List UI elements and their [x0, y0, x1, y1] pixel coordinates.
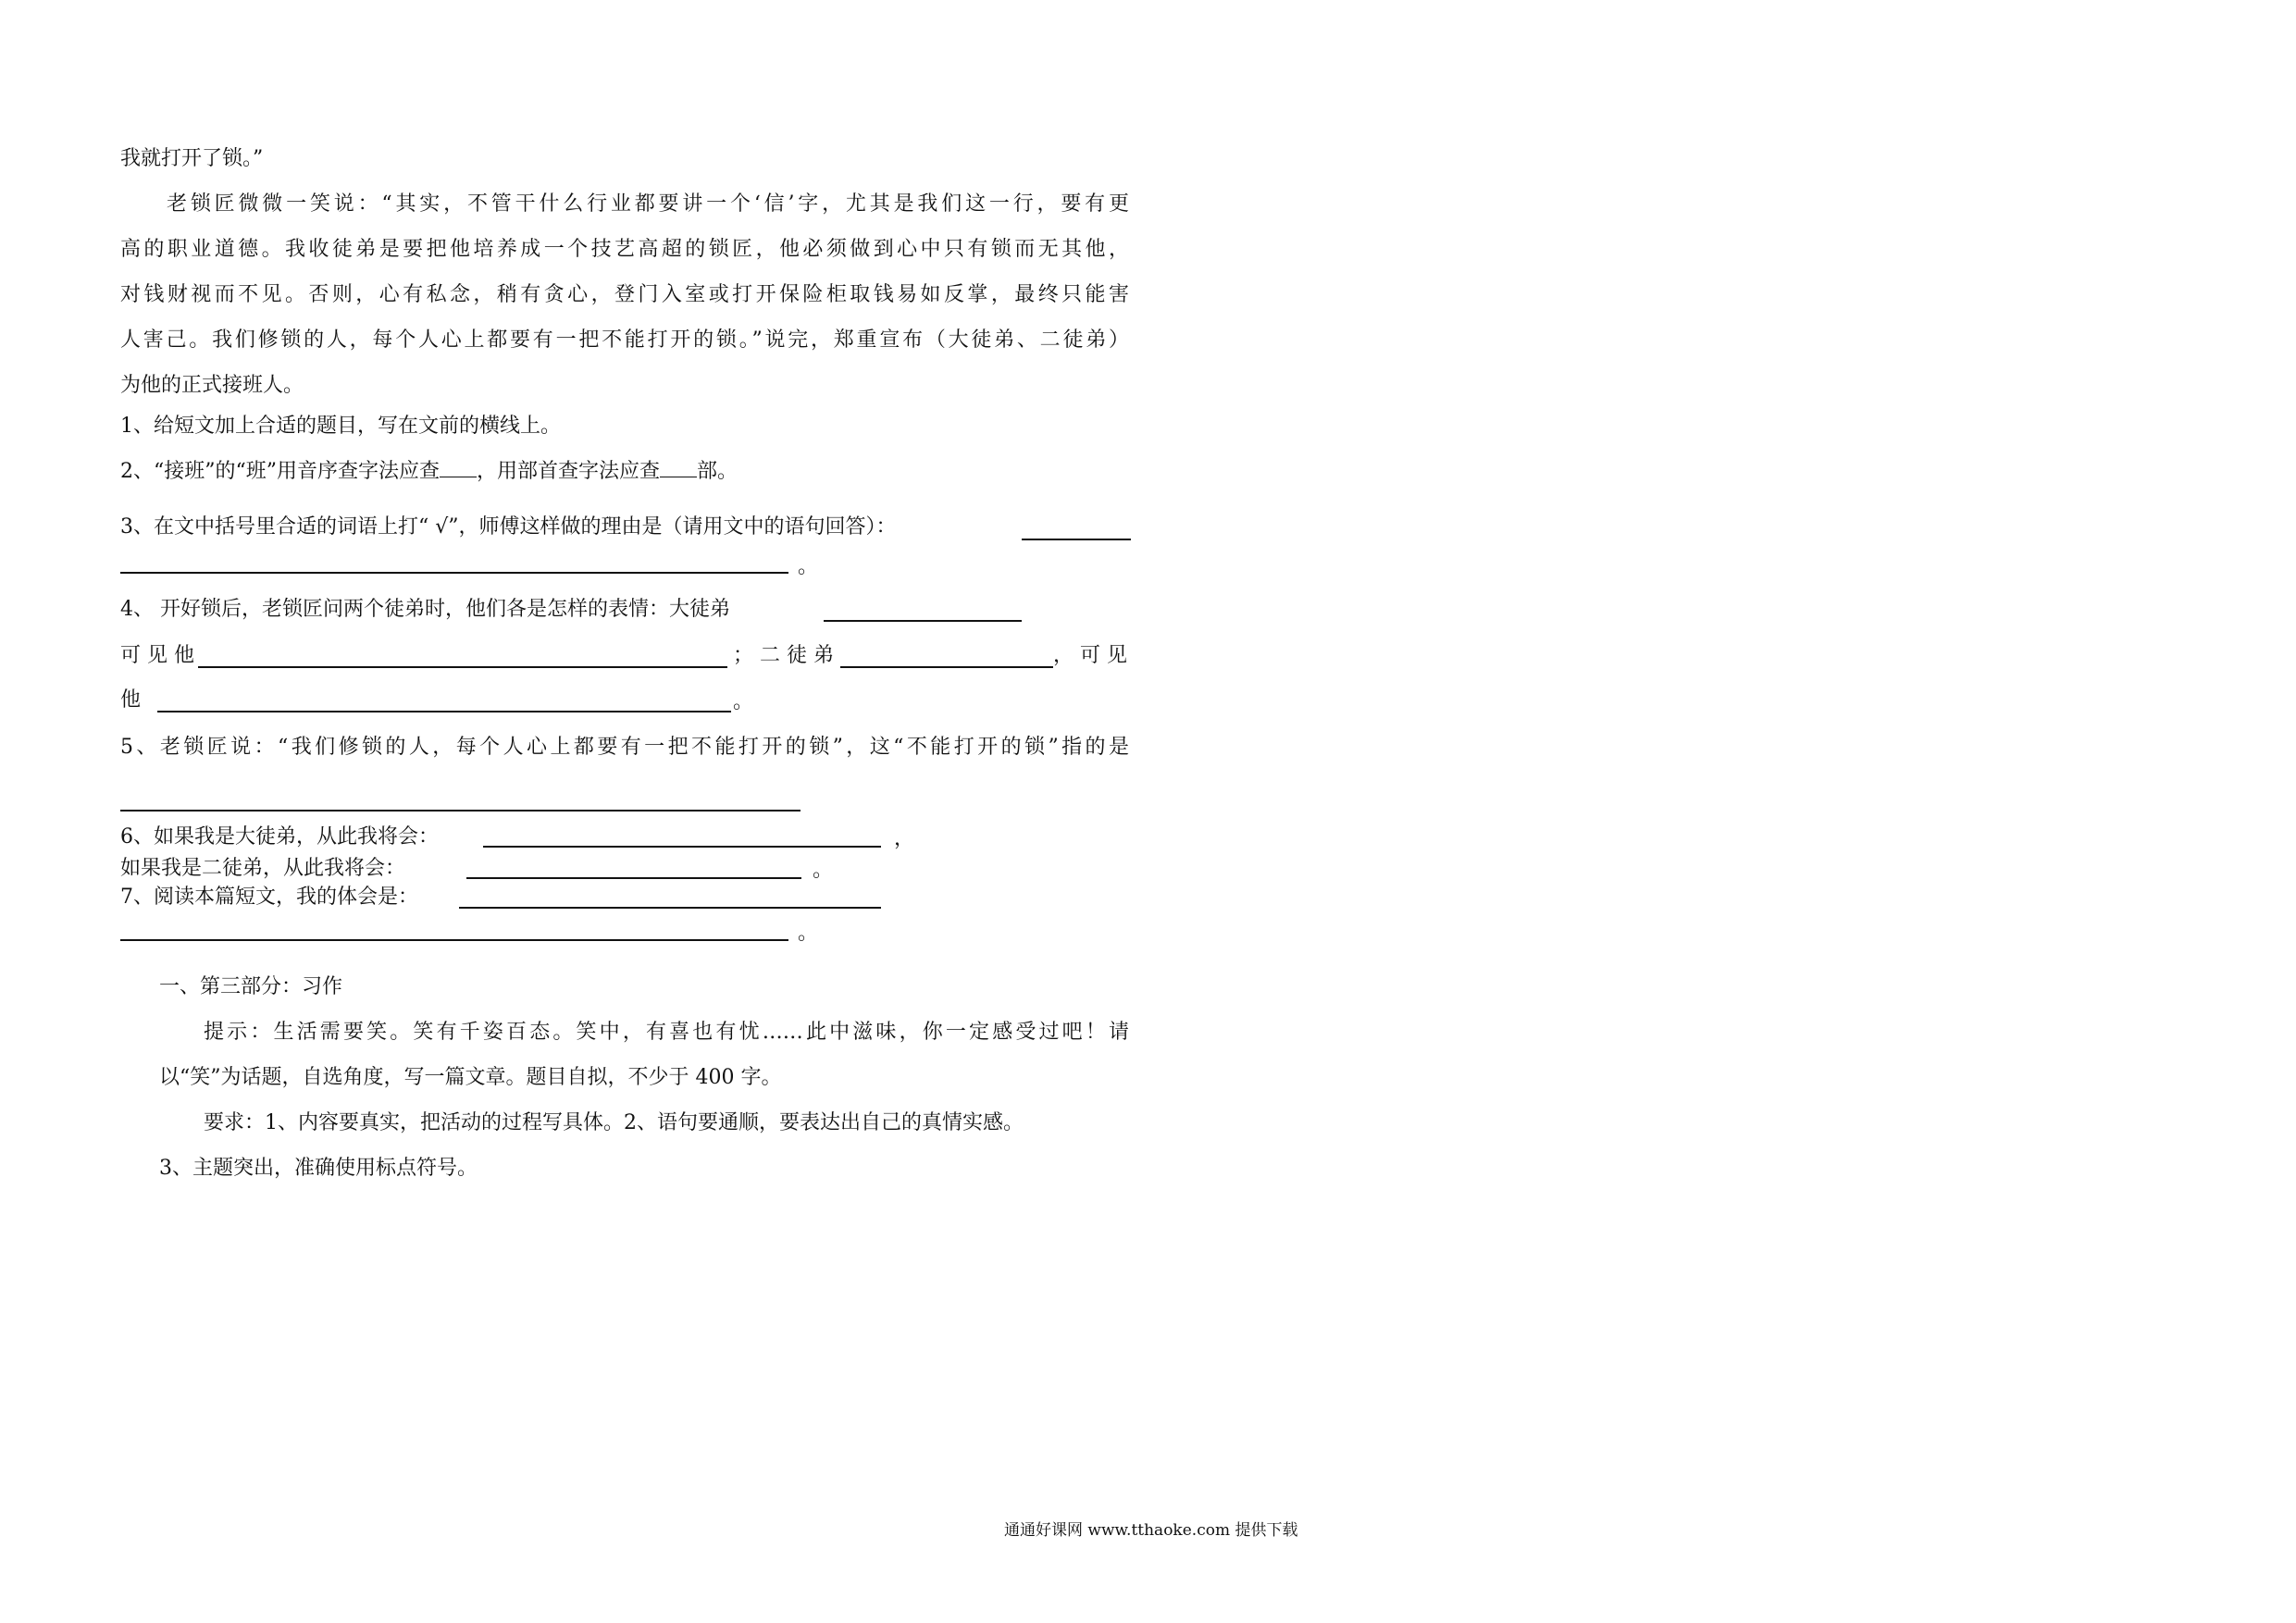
passage-line: 对钱财视而不见。否则，心有私念，稍有贪心，登门入室或打开保险柜取钱易如反掌，最终只能害: [120, 283, 1129, 306]
punctuation: 。: [813, 859, 834, 882]
passage-line: 为他的正式接班人。: [120, 374, 304, 397]
answer-blank[interactable]: [120, 810, 800, 812]
composition-requirements: 3、主题突出，准确使用标点符号。: [159, 1157, 478, 1180]
question-5: 5、老锁匠说：“我们修锁的人，每个人心上都要有一把不能打开的锁”，这“不能打开的锁”指的是: [120, 736, 1129, 759]
composition-requirements: 要求：1、内容要真实，把活动的过程写具体。2、语句要通顺，要表达出自己的真情实感。: [204, 1111, 1024, 1134]
punctuation: 。: [798, 922, 819, 945]
answer-blank[interactable]: [483, 846, 881, 848]
answer-blank[interactable]: [1022, 539, 1131, 540]
passage-line: 老锁匠微微一笑说：“其实，不管干什么行业都要讲一个‘信’字，尤其是我们这一行，要有更: [167, 192, 1129, 216]
answer-blank[interactable]: [440, 458, 477, 477]
question-4-text: 他: [120, 688, 142, 712]
footer-credit: 通通好课网 www.tthaoke.com 提供下载: [1004, 1521, 1298, 1540]
question-6: 如果我是二徒弟，从此我将会：: [120, 857, 406, 880]
punctuation: 。: [733, 690, 754, 713]
answer-blank[interactable]: [459, 907, 881, 909]
passage-line: 我就打开了锁。”: [120, 147, 264, 170]
question-4: 4、 开好锁后，老锁匠问两个徒弟时，他们各是怎样的表情：大徒弟: [120, 598, 730, 621]
answer-blank[interactable]: [120, 572, 788, 574]
question-2-text: 部。: [697, 460, 738, 483]
composition-hint: 提示：生活需要笑。笑有千姿百态。笑中，有喜也有忧……此中滋味，你一定感受过吧！请: [204, 1021, 1129, 1044]
answer-blank[interactable]: [824, 620, 1022, 622]
answer-blank[interactable]: [660, 458, 697, 477]
answer-blank[interactable]: [466, 877, 801, 879]
answer-blank[interactable]: [198, 666, 727, 668]
answer-blank[interactable]: [840, 666, 1053, 668]
answer-blank[interactable]: [120, 939, 788, 941]
question-7: 7、阅读本篇短文，我的体会是：: [120, 886, 418, 909]
passage-line: 人害己。我们修锁的人，每个人心上都要有一把不能打开的锁。”说完，郑重宣布（大徒弟、二徒弟）: [120, 328, 1129, 352]
question-4-text: ， 可 见: [1053, 644, 1127, 667]
composition-hint: 以“笑”为话题，自选角度，写一篇文章。题目自拟，不少于 400 字。: [159, 1066, 782, 1089]
question-2: [120, 458, 738, 486]
answer-blank[interactable]: [157, 711, 731, 712]
question-1: 1、给短文加上合适的题目，写在文前的横线上。: [120, 415, 561, 438]
section-heading: 一、第三部分：习作: [159, 975, 343, 998]
punctuation: 。: [798, 555, 819, 578]
question-4-text: 可 见 他: [120, 644, 194, 667]
passage-line: 高的职业道德。我收徒弟是要把他培养成一个技艺高超的锁匠，他必须做到心中只有锁而无其他，: [120, 238, 1129, 261]
punctuation: ，: [894, 827, 915, 850]
question-2-text: ，用部首查字法应查: [477, 460, 661, 483]
question-6: 6、如果我是大徒弟，从此我将会：: [120, 825, 439, 849]
question-3: 3、在文中括号里合适的词语上打“ √”，师傅这样做的理由是（请用文中的语句回答）：: [120, 515, 897, 539]
question-4-text: ； 二 徒 弟: [733, 644, 834, 667]
question-2-text: 2、“接班”的“班”用音序查字法应查: [120, 460, 440, 483]
